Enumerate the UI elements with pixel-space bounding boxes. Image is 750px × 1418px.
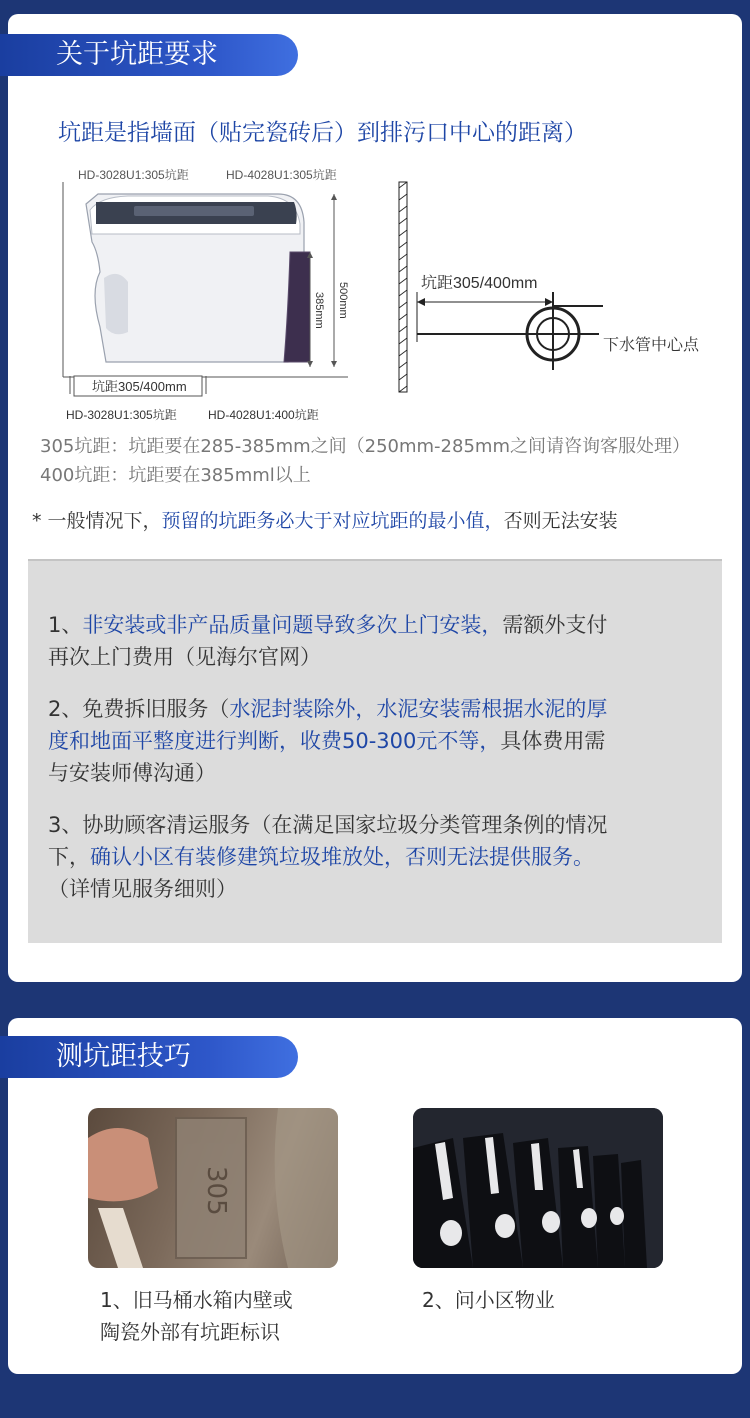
property-staff-photo <box>413 1108 663 1268</box>
pit-distance-definition: 坑距是指墙面（贴完瓷砖后）到排污口中心的距离） <box>58 120 587 146</box>
pipe-distance-label: 坑距305/400mm <box>421 275 538 292</box>
diagram-base-label: 坑距305/400mm <box>92 379 187 394</box>
warning-suffix: 否则无法安装 <box>503 510 618 532</box>
diagram-top-label-b: HD-4028U1:305坑距 <box>226 168 337 182</box>
warning-emphasis: 预留的坑距务必大于对应坑距的最小值， <box>161 510 504 532</box>
section-title-pit-distance: 关于坑距要求 <box>0 34 298 76</box>
rule-400 <box>40 461 311 487</box>
note-2-emphasis-b: 度和地面平整度进行判断，收费50-300元不等， <box>48 729 501 753</box>
section-title-measuring-tips: 测坑距技巧 <box>0 1036 298 1078</box>
rule-305-text: 坑距要在285-385mm之间（250mm-285mm之间请咨询客服处理） <box>128 436 690 457</box>
property-staff-image <box>413 1108 663 1268</box>
drain-pipe-diagram <box>393 174 723 404</box>
measuring-tips-card <box>8 1018 742 1374</box>
diagram-top-label-a: HD-3028U1:305坑距 <box>78 168 189 182</box>
service-notes-box <box>28 559 722 943</box>
dimension-385: 385mm <box>313 292 325 329</box>
rule-400-lead: 400坑距： <box>40 465 129 486</box>
toilet-tank-marking-photo <box>88 1108 338 1268</box>
toilet-tank-marking-image <box>88 1108 338 1268</box>
tip-2: 2、问小区物业 <box>422 1288 555 1312</box>
tank-marking-text: 305 <box>201 1166 231 1216</box>
pit-distance-requirements-card <box>8 14 742 982</box>
rule-400-text: 坑距要在385mml以上 <box>128 465 311 486</box>
toilet-dimension-diagram <box>48 162 368 422</box>
note-3: 3、协助顾客清运服务（在满足国家垃圾分类管理条例的情况 下，确认小区有装修建筑垃圾堆放处，否则无法提供服务。 （详情见服务细则） <box>48 813 608 901</box>
note-2-emphasis-a: 水泥封装除外，水泥安装需根据水泥的厚 <box>229 697 608 721</box>
warning-prefix: * 一般情况下， <box>32 510 162 532</box>
rule-305 <box>40 432 690 458</box>
note-3-emphasis: 确认小区有装修建筑垃圾堆放处，否则无法提供服务。 <box>90 845 594 869</box>
diagram-bottom-label-a: HD-3028U1:305坑距 <box>66 408 177 422</box>
note-1-emphasis: 非安装或非产品质量问题导致多次上门安装， <box>82 613 503 637</box>
tip-1: 1、旧马桶水箱内壁或 陶瓷外部有坑距标识 <box>100 1288 293 1344</box>
pipe-center-label: 下水管中心点 <box>603 337 700 354</box>
diagram-bottom-label-b: HD-4028U1:400坑距 <box>208 408 319 422</box>
installation-warning <box>32 506 618 533</box>
note-1: 1、非安装或非产品质量问题导致多次上门安装，需额外支付 再次上门费用（见海尔官网） <box>48 613 608 669</box>
dimension-500: 500mm <box>337 282 349 319</box>
rule-305-lead: 305坑距： <box>40 436 129 457</box>
note-2: 2、免费拆旧服务（水泥封装除外，水泥安装需根据水泥的厚 度和地面平整度进行判断，收费50-300元不等，具体费用需 与安装师傅沟通） <box>48 697 608 785</box>
